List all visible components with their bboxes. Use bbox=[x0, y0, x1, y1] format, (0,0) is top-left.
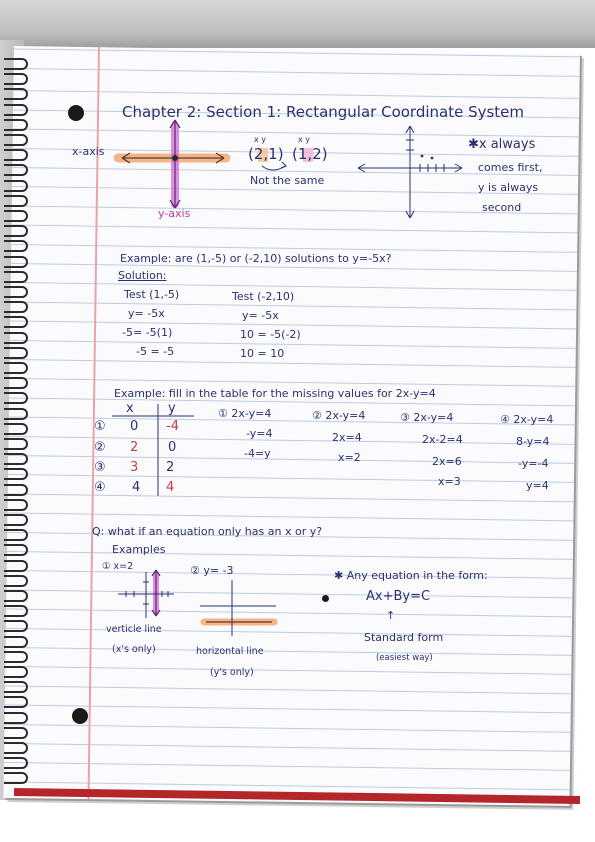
horizontal-line-sketch bbox=[200, 580, 276, 636]
row-4-y: 4 bbox=[166, 480, 175, 495]
test2-line-2: y= -5x bbox=[242, 309, 279, 322]
pair-a-header: x y bbox=[254, 135, 267, 144]
test1-line-2: y= -5x bbox=[128, 307, 165, 320]
up-arrow: ↑ bbox=[386, 609, 396, 622]
example-x-equals-2: ① x=2 bbox=[102, 561, 134, 572]
row-2-y: 0 bbox=[168, 440, 177, 455]
row-3-x: 3 bbox=[130, 460, 139, 475]
row-1-x: 0 bbox=[130, 419, 139, 434]
work-4-line-3: -y=-4 bbox=[518, 457, 549, 470]
note-line-1: ✱x always bbox=[468, 137, 536, 152]
example1-prompt: Example: are (1,-5) or (-2,10) solutions to y=-5x? bbox=[120, 252, 392, 265]
work-2-line-2: 2x=4 bbox=[332, 431, 362, 444]
table-header-x: x bbox=[126, 401, 134, 416]
row-1-y: -4 bbox=[166, 419, 179, 434]
easiest-way-label: (easiest way) bbox=[376, 653, 433, 663]
row-2-number: ② bbox=[94, 440, 106, 455]
example-y-equals-neg3: ② y= -3 bbox=[190, 564, 234, 577]
table-header-y: y bbox=[168, 401, 176, 416]
small-coordinate-sketch bbox=[358, 126, 462, 218]
vertical-caption-2: (x's only) bbox=[112, 644, 156, 655]
x-axis-label: x-axis bbox=[72, 145, 105, 158]
row-2-x: 2 bbox=[130, 440, 139, 455]
test1-line-3: -5= -5(1) bbox=[122, 326, 173, 339]
work-2-line-3: x=2 bbox=[338, 451, 361, 464]
work-4-line-4: y=4 bbox=[526, 479, 549, 492]
work-4-line-2: 8-y=4 bbox=[516, 435, 550, 448]
work-3-line-1: ③ 2x-y=4 bbox=[400, 411, 454, 424]
row-4-x: 4 bbox=[132, 480, 141, 495]
work-1-line-3: -4=y bbox=[244, 447, 271, 460]
work-3-line-2: 2x-2=4 bbox=[422, 433, 463, 446]
ordered-pair-a: (2,1) bbox=[248, 145, 284, 163]
work-2-line-1: ② 2x-y=4 bbox=[312, 409, 366, 422]
test2-line-4: 10 = 10 bbox=[240, 347, 285, 360]
vertical-caption-1: verticle line bbox=[106, 624, 162, 635]
work-3-line-3: 2x=6 bbox=[432, 455, 462, 468]
row-3-number: ③ bbox=[94, 460, 106, 475]
y-axis-label: y-axis bbox=[158, 207, 191, 220]
work-3-line-4: x=3 bbox=[438, 475, 461, 488]
test2-line-3: 10 = -5(-2) bbox=[240, 328, 301, 341]
work-1-line-1: ① 2x-y=4 bbox=[218, 407, 272, 420]
note-line-4: second bbox=[482, 201, 522, 214]
examples-label: Examples bbox=[112, 543, 166, 556]
page-title: Chapter 2: Section 1: Rectangular Coordinate System bbox=[122, 103, 525, 121]
example2-prompt: Example: fill in the table for the missing values for 2x-y=4 bbox=[114, 387, 436, 400]
horizontal-caption-1: horizontal line bbox=[196, 646, 264, 657]
note-line-2: comes first, bbox=[478, 161, 543, 174]
horizontal-caption-2: (y's only) bbox=[210, 667, 254, 678]
work-1-line-2: -y=4 bbox=[246, 427, 273, 440]
test2-line-1: Test (-2,10) bbox=[232, 290, 295, 303]
not-same-note: Not the same bbox=[250, 174, 325, 187]
axes-drawing bbox=[118, 120, 226, 208]
standard-form-equation: Ax+By=C bbox=[366, 589, 431, 604]
row-3-y: 2 bbox=[166, 460, 175, 475]
any-equation-note: ✱ Any equation in the form: bbox=[334, 569, 488, 582]
pair-b-header: x y bbox=[298, 135, 311, 144]
test1-line-1: Test (1,-5) bbox=[124, 288, 180, 301]
work-4-line-1: ④ 2x-y=4 bbox=[500, 413, 554, 426]
standard-form-label: Standard form bbox=[364, 631, 444, 644]
test1-line-4: -5 = -5 bbox=[136, 345, 175, 358]
ordered-pair-b: (1,2) bbox=[292, 145, 328, 163]
row-1-number: ① bbox=[94, 419, 106, 434]
vertical-line-sketch bbox=[118, 570, 174, 618]
row-4-number: ④ bbox=[94, 480, 106, 495]
note-line-3: y is always bbox=[478, 181, 539, 194]
solution-label: Solution: bbox=[118, 269, 167, 282]
question-prompt: Q: what if an equation only has an x or y? bbox=[92, 525, 323, 538]
